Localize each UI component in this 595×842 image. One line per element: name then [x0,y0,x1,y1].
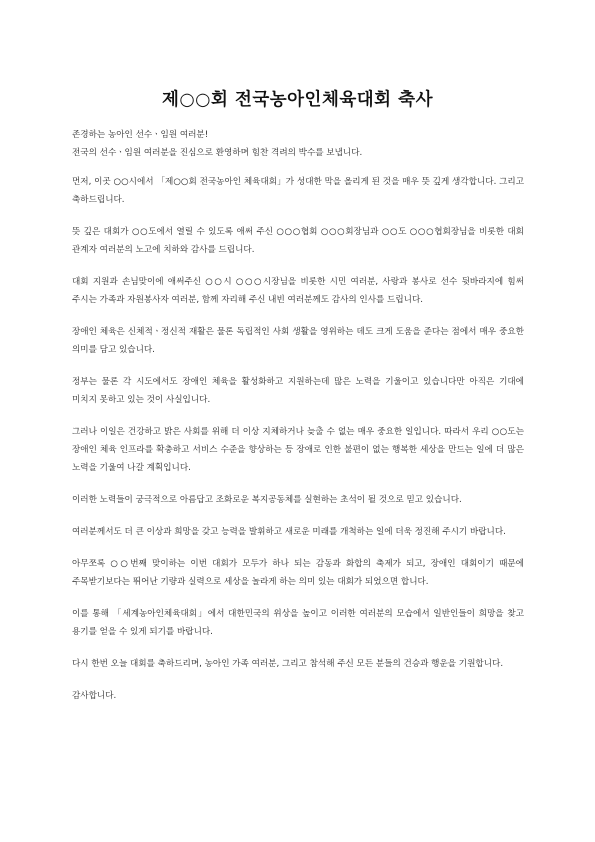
document-title: 제○○회 전국농아인체육대회 축사 [162,90,433,110]
paragraph: 그러나 이일은 건강하고 밝은 사회를 위해 더 이상 지체하거나 늦출 수 없는 매우 중요한 일입니다. 따라서 우리 ○○도는 장애인 체육 인프라를 확충하고 서비스 수준을 향상하는 등 장애로 인한 불편이 없는 행복한 세상을 만드는 일에 더 많은 노력을 기울여 나갈 계획입니다. [72,427,524,473]
paragraph: 먼저, 이곳 ○○시에서 「제○○회 전국농아인 체육대회」가 성대한 막을 올리게 된 것을 매우 뜻 깊게 생각합니다. 그리고 축하드립니다. [72,177,524,205]
speech-body [72,126,524,714]
paragraph: 아무쪼록 ○○번째 맞이하는 이번 대회가 모두가 하나 되는 감동과 화합의 축제가 되고, 장애인 대회이기 때문에 주목받기보다는 뛰어난 기량과 실력으로 세상을 놀라게 하는 의미 있는 대회가 되었으면 합니다. [72,559,524,587]
paragraph: 다시 한번 오늘 대회를 축하드리며, 농아인 가족 여러분, 그리고 참석해 주신 모든 분들의 건승과 행운을 기원합니다. [72,659,504,669]
paragraph: 여러분께서도 더 큰 이상과 희망을 갖고 능력을 발휘하고 새로운 미래를 개척하는 일에 더욱 정진해 주시기 바랍니다. [72,527,506,537]
greeting-line: 존경하는 농아인 선수ㆍ임원 여러분! [72,130,209,140]
paragraph: 장애인 체육은 신체적ㆍ정신적 재활은 물론 독립적인 사회 생활을 영위하는 데도 크게 도움을 준다는 점에서 매우 중요한 의미를 담고 있습니다. [72,327,524,355]
paragraph: 대회 지원과 손님맞이에 애써주신 ○○시 ○○○시장님을 비롯한 시민 여러분, 사랑과 봉사로 선수 뒷바라지에 힘써 주시는 가족과 자원봉사자 여러분, 함께 자리해 주신 내빈 여러분께도 감사의 인사를 드립니다. [72,277,524,305]
paragraph: 이러한 노력들이 궁극적으로 아름답고 조화로운 복지공동체를 실현하는 초석이 될 것으로 믿고 있습니다. [72,495,462,505]
paragraph: 이를 통해 「세계농아인체육대회」에서 대한민국의 위상을 높이고 이러한 여러분의 모습에서 일반인들이 희망을 찾고 용기를 얻을 수 있게 되기를 바랍니다. [72,609,524,637]
greeting-block [72,126,524,162]
paragraph: 정부는 물론 각 시도에서도 장애인 체육을 활성화하고 지원하는데 많은 노력을 기울이고 있습니다만 아직은 기대에 미치지 못하고 있는 것이 사실입니다. [72,377,524,405]
greeting-line: 전국의 선수ㆍ임원 여러분을 진심으로 환영하며 힘찬 격려의 박수를 보냅니다. [72,148,363,158]
paragraph: 뜻 깊은 대회가 ○○도에서 열릴 수 있도록 애써 주신 ○○○협회 ○○○회장님과 ○○도 ○○○협회장님을 비롯한 대회 관계자 여러분의 노고에 치하와 감사를 드립니다. [72,227,524,255]
closing-line: 감사합니다. [72,691,117,701]
